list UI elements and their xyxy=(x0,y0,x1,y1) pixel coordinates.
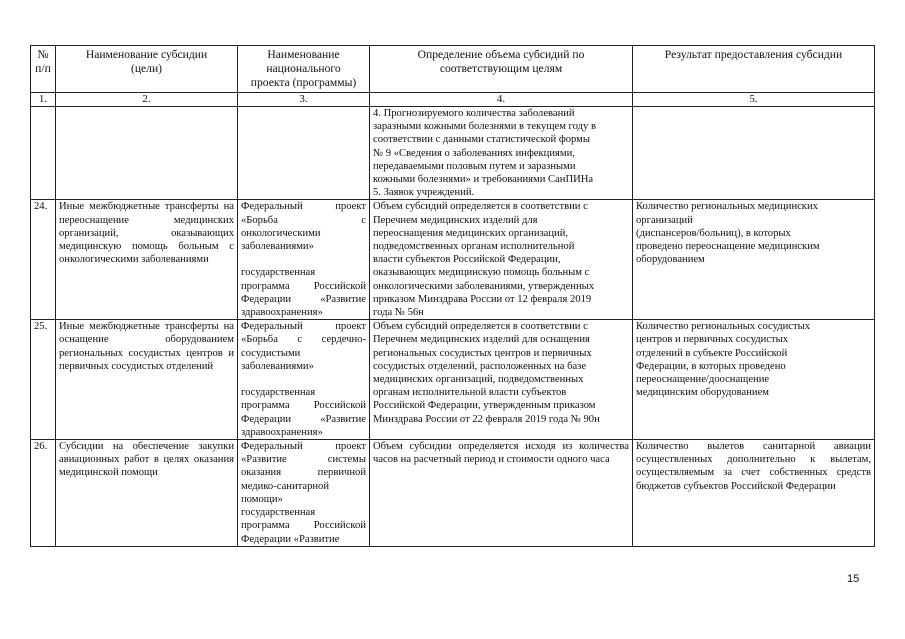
national-project: Федеральный проект «Борьба с сердечно-сосудистыми заболеваниями» государственная программа Российской Федерации «Развитие здравоохранения» xyxy=(238,320,370,440)
table-row xyxy=(31,320,875,440)
subsidy-table xyxy=(30,45,875,547)
column-number: 3. xyxy=(238,93,370,107)
national-project: Федеральный проект «Развитие системы оказания первичной медико-санитарной помощи» государственная программа Российской Федерации «Развитие xyxy=(238,440,370,547)
column-number: 2. xyxy=(56,93,238,107)
header-national-project: Наименование национального проекта (программы) xyxy=(238,46,370,93)
subsidy-name xyxy=(56,107,238,200)
table-row xyxy=(31,107,875,200)
national-project xyxy=(238,107,370,200)
volume-definition: Объем субсидии определяется исходя из количества часов на расчетный период и стоимости одного часа xyxy=(370,440,633,547)
header-result: Результат предоставления субсидии xyxy=(633,46,875,93)
subsidy-result xyxy=(633,107,875,200)
column-number: 4. xyxy=(370,93,633,107)
volume-definition: Объем субсидий определяется в соответствии с Перечнем медицинских изделий для оснащения региональных сосудистых центров и первичных сосудистых отделений, расположенных на базе медицинских организаций, подведомственных органам исполнительной власти субъектов Российской Федерации, утвержденным приказом Минздрава России от 22 февраля 2019 года № 90н xyxy=(370,320,633,440)
column-number: 5. xyxy=(633,93,875,107)
row-number: 24. xyxy=(31,200,56,320)
subsidy-name: Субсидии на обеспечение закупки авиационных работ в целях оказания медицинской помощи xyxy=(56,440,238,547)
header-volume-definition: Определение объема субсидий по соответствующим целям xyxy=(370,46,633,93)
subsidy-result: Количество региональных сосудистых центров и первичных сосудистых отделений в субъекте Российской Федерации, в которых проведено переоснащение/дооснащение медицинским оборудованием xyxy=(633,320,875,440)
column-number-row xyxy=(31,93,875,107)
header-number: № п/п xyxy=(31,46,56,93)
subsidy-result: Количество вылетов санитарной авиации осуществленных дополнительно к вылетам, осуществляемым за счет собственных средств бюджетов субъектов Российской Федерации xyxy=(633,440,875,547)
page-number: 15 xyxy=(847,573,860,585)
table-row xyxy=(31,200,875,320)
table-header-row xyxy=(31,46,875,93)
row-number: 26. xyxy=(31,440,56,547)
subsidy-result: Количество региональных медицинских организаций (диспансеров/больниц), в которых проведено переоснащение медицинским оборудованием xyxy=(633,200,875,320)
row-number xyxy=(31,107,56,200)
row-number: 25. xyxy=(31,320,56,440)
column-number: 1. xyxy=(31,93,56,107)
subsidy-name: Иные межбюджетные трансферты на оснащение оборудованием региональных сосудистых центров и первичных сосудистых отделений xyxy=(56,320,238,440)
volume-definition: Объем субсидий определяется в соответствии с Перечнем медицинских изделий для переоснащения медицинских организаций, подведомственных органам исполнительной власти субъектов Российской Федерации, оказывающих медицинскую помощь больным с онкологическими заболеваниями, утвержденных приказом Минздрава России от 12 февраля 2019 года № 56н xyxy=(370,200,633,320)
header-subsidy-name: Наименование субсидии (цели) xyxy=(56,46,238,93)
national-project: Федеральный проект «Борьба с онкологическими заболеваниями» государственная программа Российской Федерации «Развитие здравоохранения» xyxy=(238,200,370,320)
subsidy-name: Иные межбюджетные трансферты на переоснащение медицинских организаций, оказывающих медицинскую помощь больным с онкологическими заболеваниями xyxy=(56,200,238,320)
table-row xyxy=(31,440,875,547)
volume-definition: 4. Прогнозируемого количества заболеваний заразными кожными болезнями в текущем году в соответствии с данными статистической формы № 9 «Сведения о заболеваниях инфекциями, передаваемыми половым путем и заразными кожными болезнями» и требованиями СанПИНа 5. Заявок учреждений. xyxy=(370,107,633,200)
